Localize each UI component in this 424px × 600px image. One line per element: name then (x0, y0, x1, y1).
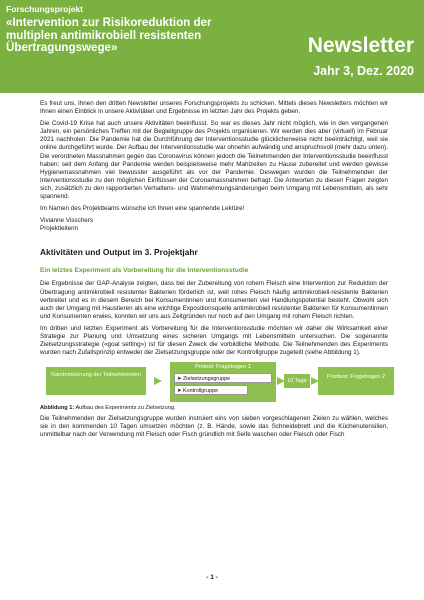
randomization-box: Randomisierung der Teilnehmenden (46, 367, 146, 395)
control-group-item: ➤ Kontrollgruppe (174, 385, 248, 395)
signature-role: Projektleiterin (40, 225, 79, 233)
main-content (40, 100, 388, 444)
issue-date: Jahr 3, Dez. 2020 (313, 64, 414, 78)
section-paragraph-3: Die Teilnehmenden der Zielsetzungsgruppe wurden instruiert eins von sieben vorgeschlagenen Zielen zu wählen, welches sie in den kommenden 10 Tagen umsetzen möchten (z. B. Hände, sowie das Schneidebrett und die Küchenutensilien, unmittelbar nach der Verwendung mit Fleisch oder Fisch gründlich mit Seife waschen oder Fleisch oder Fisch (40, 415, 388, 439)
section-paragraph-2: Im dritten und letzten Experiment als Vorbereitung für die Interventionsstudie möchten wir daher die Wirksamkeit einer Strategie zur Planung und Umsetzung eines sicheren Umgangs mit Lebensmitteln untersuchen. Die sogenannte Zielsetzungsstrategie («goal setting») ist für diesen Zweck die vorbildliche Methode. Die Teilnehmenden des Experiments wurden nach Zufallsprinzip entweder der Zielsetzungsgruppe oder der Kontrollgruppe zugeteilt (siehe Abbildung 1). (40, 324, 388, 357)
control-group-label: Kontrollgruppe (183, 388, 219, 395)
project-label: Forschungsprojekt (6, 4, 83, 14)
section-subtitle: Ein letztes Experiment als Vorbereitung für die Interventionsstudie (40, 267, 249, 275)
pretest-box (170, 362, 276, 402)
section-title: Aktivitäten und Output im 3. Projektjahr (40, 247, 198, 258)
figure-caption (40, 405, 388, 411)
intro-paragraph-2: Die Covid-19 Krise hat auch unsere Aktivitäten beeinflusst. So war es dieses Jahr nicht möglich, wie in den vergangenen Jahren, ein persönliches Treffen mit der Begleitgruppe des Projekts organisieren. Wir werden dies aber (virtuell) im Februar 2021 nachholen. Die Pandemie hat die Durchführung der Interventionsstudie glücklicherweise nicht beeinträchtigt, weil sie online durchgeführt wurde. Der Aufbau der Interventionsstudie war ohnehin aufwändig und anspruchsvoll (mehr dazu unten). Die verordneten Massnahmen gegen das Coronavirus können jedoch die Teilnehmenden der Interventionsstudie beeinflusst haben; seit dem Anfang der Pandemie werden beispielsweise mehr Mahlzeiten zu Hause zubereitet und werden gewisse Hygienemassnahmen viel bewusster ausgeführt als vor der Pandemie. Deswegen wurden die Teilnehmenden der Interventionsstudie zu den möglichen Einflüssen der Coronamassnahmen befragt. Die Antworten zu diesen Fragen zeigten sich, zusätzlich zu den rapportierten Verhaltens- und Wahrnehmungsänderungen beim Umgang mit Lebensmitteln, als sehr spannend. (40, 120, 388, 201)
pretest-title: Pretest: Fragebogen 1 (195, 364, 251, 371)
goal-group-label: Zielsetzungsgruppe (183, 376, 231, 383)
header-banner (0, 0, 424, 93)
intro-paragraph-1: Es freut uns, Ihnen den dritten Newsletter unseres Forschungsprojekts zu schicken. Mittels dieses Newsletters möchten wir Ihnen einen Einblick in unsere Aktivitäten und Ergebnisse im letzten Jahr des Projekts geben. (40, 100, 388, 116)
signature-name: Vivianne Visschers (40, 217, 93, 225)
intro-paragraph-3: Im Namen des Projektteams wünsche ich Ihnen eine spannende Lektüre! (40, 205, 245, 213)
posttest-box: Posttest: Fragebogen 2 (318, 367, 394, 395)
goal-group-item: ➤ Zielsetzungsgruppe (174, 373, 272, 383)
experiment-diagram (40, 361, 388, 403)
arrow-right-icon (154, 377, 162, 385)
caption-label: Abbildung 1: (40, 405, 75, 412)
section-paragraph-1: Die Ergebnisse der GAP-Analyse zeigten, dass bei der Zubereitung von rohem Fleisch eine Intervention zur Reduktion der Übertragung antimikrobiell resistenter Bakterien förderlich ist, weil rohes Fleisch häufig antimikrobiell-resistente Bakterien verbreitet und es in diesem Bereich bei Konsumentinnen und Konsumenten viel Handlungspotential besteht. Obwohl sich auch der Umgang mit Haustieren als eine wichtige Expositionsquelle antimikrobiell resistenter Bakterien für Konsumentinnen und Konsumenten erwies, konnten wir uns aus Zeitgründen nur noch auf den Umgang mit rohem Fleisch richten. (40, 280, 388, 320)
newsletter-title: Newsletter (307, 34, 414, 57)
project-title: «Intervention zur Risikoreduktion der multiplen antimikrobiell resistenten Übertragungswege» (6, 16, 212, 55)
caption-text: Aufbau des Experiments zu Zielsetzung. (75, 405, 176, 412)
page-number: - 1 - (206, 574, 218, 581)
duration-box: 10 Tage (284, 374, 310, 388)
